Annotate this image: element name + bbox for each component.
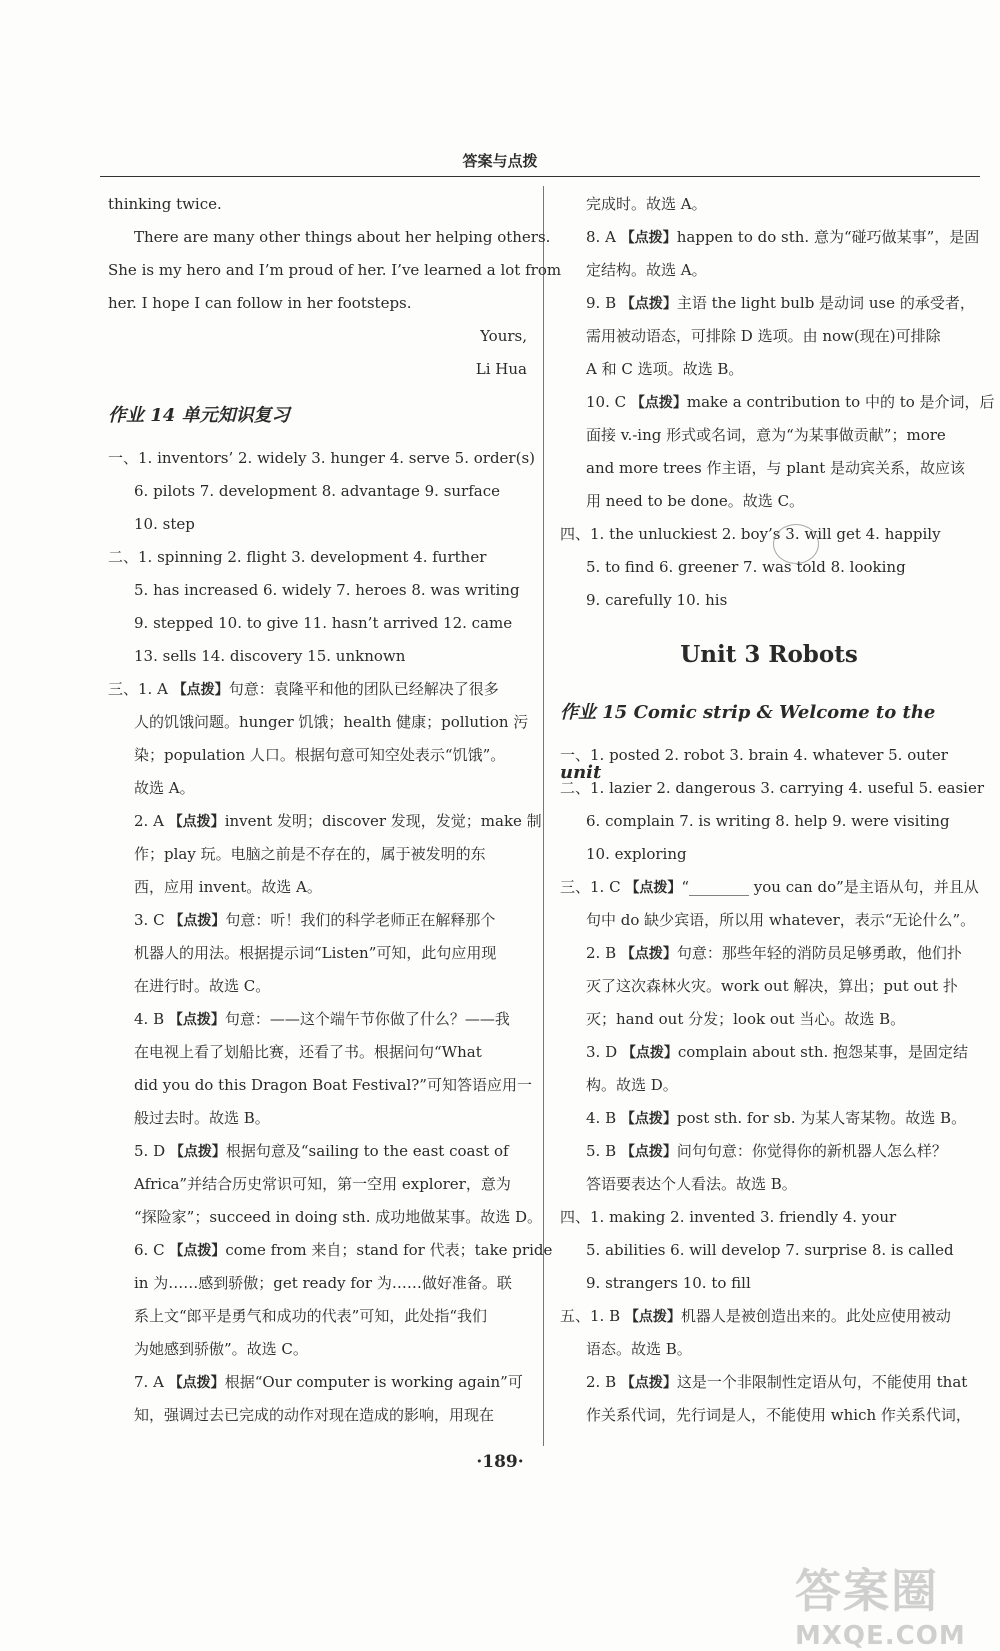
hint-text: 句意：那些年轻的消防员足够勇敢，他们扑 [676, 944, 962, 962]
page-header: 答案与点拨 [462, 152, 538, 170]
text-line: 作关系代词，先行词是人，不能使用 which 作关系代词， [586, 1406, 971, 1424]
answer-key: 2. B [586, 944, 621, 962]
hint-text: 这是一个非限制性定语从句，不能使用 that [676, 1373, 968, 1391]
hint-tag: 【点拨】 [168, 1375, 225, 1391]
hint-text: complain about sth. 抱怨某事，是固定结 [677, 1043, 969, 1061]
text-line: 机器人的用法。根据提示词“Listen”可知，此句应用现 [134, 944, 497, 962]
left-column [108, 188, 562, 1432]
text-line: Africa”并结合历史常识可知，第一空用 explorer，意为 [134, 1175, 511, 1193]
text-line: 般过去时。故选 B。 [134, 1109, 270, 1127]
hint-tag: 【点拨】 [169, 913, 226, 929]
text-line: 构。故选 D。 [586, 1076, 678, 1094]
page-number: ·189· [476, 1452, 524, 1472]
text-line: 语态。故选 B。 [586, 1340, 692, 1358]
signature-line: Li Hua [475, 360, 527, 378]
text-line: 13. sells 14. discovery 15. unknown [134, 647, 406, 665]
hint-tag: 【点拨】 [168, 1012, 225, 1028]
text-line: 完成时。故选 A。 [586, 195, 707, 213]
text-line: 作；play 玩。电脑之前是不存在的，属于被发明的东 [134, 845, 486, 863]
answer-line [560, 1135, 978, 1168]
text-line: 答语要表达个人看法。故选 B。 [586, 1175, 797, 1193]
text-line: 9. stepped 10. to give 11. hasn’t arrived 12. came [134, 614, 513, 632]
text-line: 6. complain 7. is writing 8. help 9. were visiting [586, 812, 950, 830]
text-line: 在进行时。故选 C。 [134, 977, 271, 995]
answer-key: 三、1. C [560, 878, 626, 896]
text-line: 系上文“郎平是勇气和成功的代表”可知，此处指“我们 [134, 1307, 488, 1325]
text-line: thinking twice. [108, 195, 222, 213]
answer-key: 4. B [134, 1010, 169, 1028]
text-line: 人的饥饿问题。hunger 饥饿；health 健康；pollution 污 [134, 713, 529, 731]
text-line: “探险家”；succeed in doing sth. 成功地做某事。故选 D。 [134, 1208, 543, 1226]
answer-key: 8. A [586, 228, 621, 246]
hint-text: make a contribution to 中的 to 是介词，后 [686, 393, 995, 411]
text-line: 四、1. making 2. invented 3. friendly 4. your [560, 1208, 897, 1226]
hint-text: 根据“Our computer is working again”可 [224, 1373, 523, 1391]
hint-tag: 【点拨】 [168, 814, 225, 830]
text-line: 6. pilots 7. development 8. advantage 9. surface [134, 482, 500, 500]
hint-text: post sth. for sb. 为某人寄某物。故选 B。 [676, 1109, 967, 1127]
hint-tag: 【点拨】 [620, 1375, 677, 1391]
text-line: 5. abilities 6. will develop 7. surprise 8. is called [586, 1241, 954, 1259]
answer-key: 5. B [586, 1142, 621, 1160]
answer-key: 3. C [134, 911, 170, 929]
hint-text: 主语 the light bulb 是动词 use 的承受者， [676, 294, 975, 312]
hint-tag: 【点拨】 [620, 296, 677, 312]
text-line: 为她感到骄傲”。故选 C。 [134, 1340, 308, 1358]
answer-key: 3. D [586, 1043, 622, 1061]
hint-text: 机器人是被创造出来的。此处应使用被动 [680, 1307, 951, 1325]
text-line: 故选 A。 [134, 779, 195, 797]
hint-text: invent 发明；discover 发现，发觉；make 制 [224, 812, 542, 830]
text-line: 灭了这次森林火灾。work out 解决，算出；put out 扑 [586, 977, 958, 995]
text-line: 用 need to be done。故选 C。 [586, 492, 805, 510]
answer-line [560, 287, 978, 320]
answer-line [560, 871, 978, 904]
unit-title: Unit 3 Robots [680, 641, 858, 668]
text-line: 一、1. posted 2. robot 3. brain 4. whatever 5. outer [560, 746, 948, 764]
hint-text: happen to do sth. 意为“碰巧做某事”，是固 [676, 228, 980, 246]
text-line: 知，强调过去已完成的动作对现在造成的影响，用现在 [134, 1406, 495, 1424]
answer-key: 4. B [586, 1109, 621, 1127]
answer-line [560, 221, 978, 254]
hint-text: 问句句意：你觉得你的新机器人怎么样？ [676, 1142, 947, 1160]
text-line: 10. exploring [586, 845, 687, 863]
text-line: 染；population 人口。根据句意可知空处表示“饥饿”。 [134, 746, 506, 764]
answer-line [560, 386, 995, 419]
answer-key: 5. D [134, 1142, 170, 1160]
section-title: 作业 14 单元知识复习 [108, 405, 290, 426]
hint-tag: 【点拨】 [620, 1111, 677, 1127]
answer-line [108, 1366, 533, 1399]
text-line: There are many other things about her helping others. [134, 228, 551, 246]
hint-tag: 【点拨】 [620, 1144, 677, 1160]
answer-line [560, 1366, 978, 1399]
answer-line [560, 1102, 978, 1135]
text-line: 5. to find 6. greener 7. was told 8. looking [586, 558, 906, 576]
text-line: and more trees 作主语，与 plant 是动宾关系，故应该 [586, 459, 966, 477]
answer-line [108, 805, 542, 838]
right-column [560, 188, 995, 1432]
answer-key: 9. B [586, 294, 621, 312]
hint-text: 句意：袁隆平和他的团队已经解决了很多 [228, 680, 499, 698]
answer-key: 2. B [586, 1373, 621, 1391]
answer-line [108, 673, 533, 706]
hint-text: 句意：——这个端午节你做了什么？——我 [224, 1010, 510, 1028]
text-line: did you do this Dragon Boat Festival?”可知答语应用一 [134, 1076, 532, 1094]
answer-key: 2. A [134, 812, 169, 830]
text-line: 需用被动语态，可排除 D 选项。由 now(现在)可排除 [586, 327, 941, 345]
hint-tag: 【点拨】 [624, 1309, 681, 1325]
section-title: 作业 15 Comic strip & Welcome to the unit [560, 702, 936, 783]
stamp-mark [773, 524, 819, 564]
answer-key: 三、1. A [108, 680, 173, 698]
answer-key: 10. C [586, 393, 631, 411]
hint-tag: 【点拨】 [169, 1144, 226, 1160]
answer-line [560, 937, 978, 970]
hint-text: “________ you can do”是主语从句，并且从 [681, 878, 979, 896]
text-line: her. I hope I can follow in her footsteps. [108, 294, 412, 312]
text-line: 定结构。故选 A。 [586, 261, 707, 279]
hint-text: 根据句意及“sailing to the east coast of [225, 1142, 509, 1160]
watermark-logo [795, 1555, 966, 1651]
text-line: 灭；hand out 分发；look out 当心。故选 B。 [586, 1010, 906, 1028]
text-line: in 为……感到骄傲；get ready for 为……做好准备。联 [134, 1274, 512, 1292]
answer-line [108, 1234, 553, 1267]
hint-tag: 【点拨】 [620, 230, 677, 246]
text-line: 二、1. lazier 2. dangerous 3. carrying 4. useful 5. easier [560, 779, 985, 797]
hint-text: 句意：听！我们的科学老师正在解释那个 [225, 911, 496, 929]
text-line: 9. strangers 10. to fill [586, 1274, 751, 1292]
text-line: 面接 v.-ing 形式或名词，意为“为某事做贡献”；more [586, 426, 946, 444]
signature-line: Yours, [480, 327, 527, 345]
text-line: 10. step [134, 515, 195, 533]
answer-key: 7. A [134, 1373, 169, 1391]
answer-line [108, 904, 533, 937]
answer-line [108, 1135, 533, 1168]
text-line: 5. has increased 6. widely 7. heroes 8. was writing [134, 581, 520, 599]
text-line: 西，应用 invent。故选 A。 [134, 878, 322, 896]
text-line: A 和 C 选项。故选 B。 [586, 360, 744, 378]
text-line: 在电视上看了划船比赛，还看了书。根据问句“What [134, 1043, 482, 1061]
text-line: 9. carefully 10. his [586, 591, 728, 609]
text-line: 二、1. spinning 2. flight 3. development 4. further [108, 548, 487, 566]
hint-text: come from 来自；stand for 代表；take pride [225, 1241, 553, 1259]
answer-line [560, 1036, 978, 1069]
answer-line [560, 1300, 978, 1333]
text-line: 一、1. inventors’ 2. widely 3. hunger 4. serve 5. order(s) [108, 449, 536, 467]
answer-line [108, 1003, 533, 1036]
hint-tag: 【点拨】 [630, 395, 687, 411]
text-line: She is my hero and I’m proud of her. I’ve learned a lot from [108, 261, 562, 279]
hint-tag: 【点拨】 [169, 1243, 226, 1259]
answer-key: 6. C [134, 1241, 170, 1259]
hint-tag: 【点拨】 [620, 946, 677, 962]
watermark-cn: 答案圈 [795, 1564, 939, 1618]
hint-tag: 【点拨】 [625, 880, 682, 896]
watermark-url: MXQE.COM [795, 1621, 966, 1651]
header-rule [100, 176, 980, 177]
hint-tag: 【点拨】 [621, 1045, 678, 1061]
text-line: 句中 do 缺少宾语，所以用 whatever，表示“无论什么”。 [586, 911, 976, 929]
text-line: 四、1. the unluckiest 2. boy’s 3. will get 4. happily [560, 525, 941, 543]
answer-key: 五、1. B [560, 1307, 625, 1325]
hint-tag: 【点拨】 [172, 682, 229, 698]
